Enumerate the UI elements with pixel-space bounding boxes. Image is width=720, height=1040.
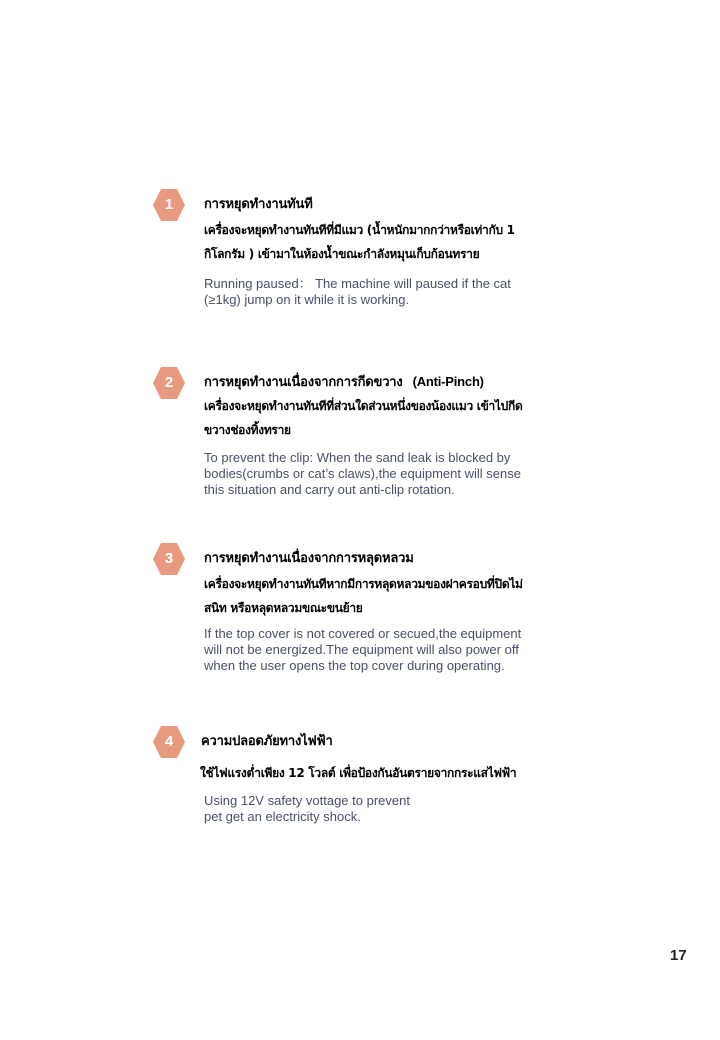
number-badge	[152, 366, 186, 400]
badge-number: 1	[164, 196, 174, 213]
english-description	[204, 276, 584, 308]
thai-line: เครื่องจะหยุดทำงานทันทีหากมีการหลุดหลวมของฝาครอบที่ปิดไม่	[204, 577, 523, 591]
section-title	[201, 730, 333, 751]
section-title-suffix: (Anti-Pinch)	[412, 374, 484, 389]
thai-description	[200, 761, 600, 785]
english-line: Running paused： The machine will paused if the cat	[204, 276, 511, 291]
english-line: To prevent the clip: When the sand leak is blocked by	[204, 450, 511, 465]
english-description	[204, 450, 584, 498]
english-line: If the top cover is not covered or secued,the equipment	[204, 626, 522, 641]
section-title-text: การหยุดทำงานเนื่องจากการหลุดหลวม	[204, 551, 414, 566]
section-title	[204, 547, 414, 568]
english-line: (≥1kg) jump on it while it is working.	[204, 292, 410, 307]
thai-line: ใช้ไฟแรงต่ำเพียง 12 โวลต์ เพื่อป้องกันอันตรายจากกระแสไฟฟ้า	[200, 766, 517, 780]
english-line: this situation and carry out anti-clip rotation.	[204, 482, 455, 497]
number-badge	[152, 542, 186, 576]
english-line: Using 12V safety vottage to prevent	[204, 793, 410, 808]
badge-number: 3	[164, 550, 174, 567]
english-line: bodies(crumbs or cat’s claws),the equipment will sense	[204, 466, 521, 481]
section-title	[204, 193, 313, 214]
thai-description	[204, 394, 584, 442]
thai-description	[204, 218, 584, 266]
number-badge	[152, 725, 186, 759]
english-description	[204, 626, 584, 674]
section-title-text: การหยุดทำงานเนื่องจากการกีดขวาง	[204, 375, 403, 390]
badge-number: 4	[164, 733, 174, 750]
english-description	[204, 793, 584, 825]
thai-description	[204, 572, 584, 620]
thai-line: ขวางช่องทิ้งทราย	[204, 423, 291, 437]
thai-line: สนิท หรือหลุดหลวมขณะขนย้าย	[204, 601, 363, 615]
english-line: will not be energized.The equipment will also power off	[204, 642, 519, 657]
thai-line: เครื่องจะหยุดทำงานทันทีที่มีแมว (น้ำหนักมากกว่าหรือเท่ากับ 1	[204, 223, 515, 237]
number-badge	[152, 188, 186, 222]
thai-line: เครื่องจะหยุดทำงานทันทีที่ส่วนใดส่วนหนึ่งของน้องแมว เข้าไปกีด	[204, 399, 523, 413]
english-line: when the user opens the top cover during operating.	[204, 658, 505, 673]
badge-number: 2	[164, 374, 174, 391]
page-number: 17	[670, 947, 687, 964]
section-title-text: ความปลอดภัยทางไฟฟ้า	[201, 734, 333, 749]
section-title-text: การหยุดทำงานทันที	[204, 197, 313, 212]
english-line: pet get an electricity shock.	[204, 809, 361, 824]
thai-line: กิโลกรัม ) เข้ามาในห้องน้ำขณะกำลังหมุนเก็บก้อนทราย	[204, 247, 480, 261]
section-title	[204, 371, 484, 392]
